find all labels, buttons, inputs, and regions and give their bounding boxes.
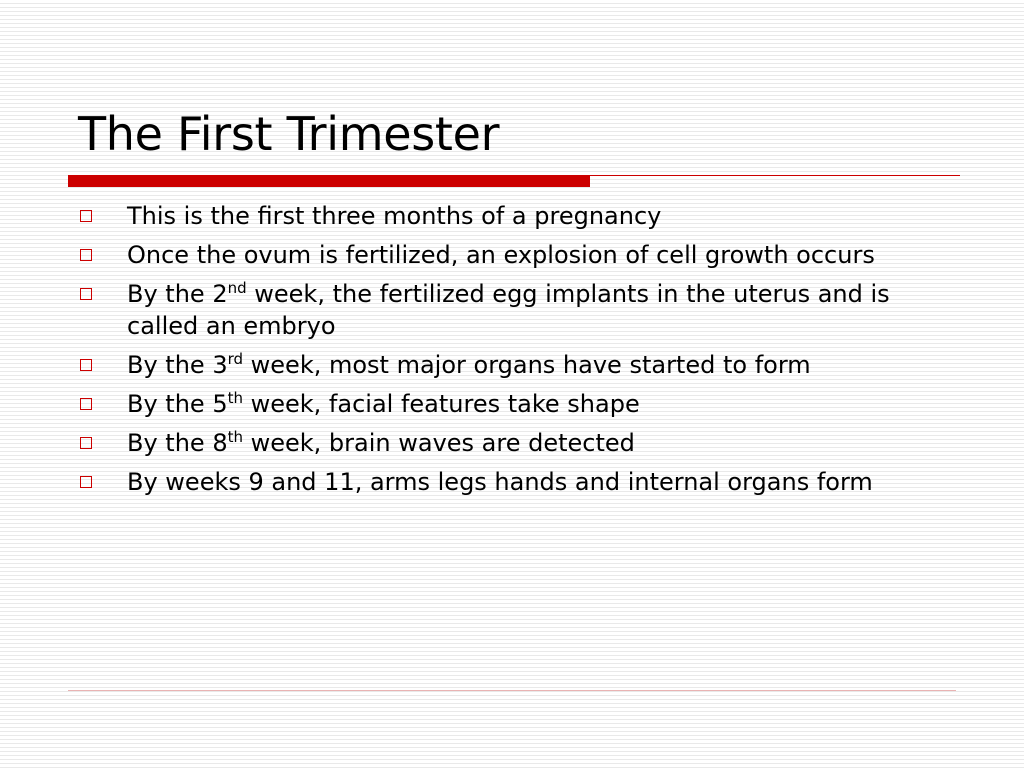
hollow-square-bullet-icon [80,288,92,300]
bullet-text [127,241,875,269]
hollow-square-bullet-icon [80,210,92,222]
hollow-square-bullet-icon [80,476,92,488]
bullet-text-part: By the 3 [127,351,228,379]
bullet-text [127,202,661,230]
bullet-list [0,200,960,505]
bullet-item [0,466,960,498]
bullet-text [127,351,811,379]
bullet-text-part: week, facial features take shape [242,390,640,418]
hollow-square-bullet-icon [80,359,92,371]
bullet-text-part: week, brain waves are detected [242,429,635,457]
bullet-text-part: week, the fertilized egg implants in the uterus and is called an embryo [127,280,890,340]
bullet-item [0,239,960,271]
hollow-square-bullet-icon [80,249,92,261]
bullet-text [127,468,873,496]
bullet-text-part: By weeks 9 and 11, arms legs hands and internal organs form [127,468,873,496]
bullet-text-part: By the 8 [127,429,228,457]
ordinal-suffix: nd [227,279,247,297]
bullet-item [0,388,960,420]
bullet-item [0,278,960,342]
hollow-square-bullet-icon [80,437,92,449]
footer-divider [68,690,956,691]
bullet-text-part: This is the first three months of a pregnancy [127,202,662,230]
bullet-text [127,280,890,340]
hollow-square-bullet-icon [80,398,92,410]
ordinal-suffix: th [227,389,243,407]
title-underline-thin [590,175,960,176]
bullet-item [0,349,960,381]
ordinal-suffix: th [227,428,243,446]
bullet-text [127,429,635,457]
bullet-text [127,390,640,418]
bullet-text-part: By the 5 [127,390,228,418]
ordinal-suffix: rd [227,350,244,368]
bullet-text-part: By the 2 [127,280,228,308]
bullet-text-part: Once the ovum is fertilized, an explosion of cell growth occurs [127,241,875,269]
bullet-item [0,200,960,232]
bullet-text-part: week, most major organs have started to form [243,351,811,379]
bullet-item [0,427,960,459]
slide-title: The First Trimester [78,107,500,161]
title-underline-thick [68,175,590,187]
